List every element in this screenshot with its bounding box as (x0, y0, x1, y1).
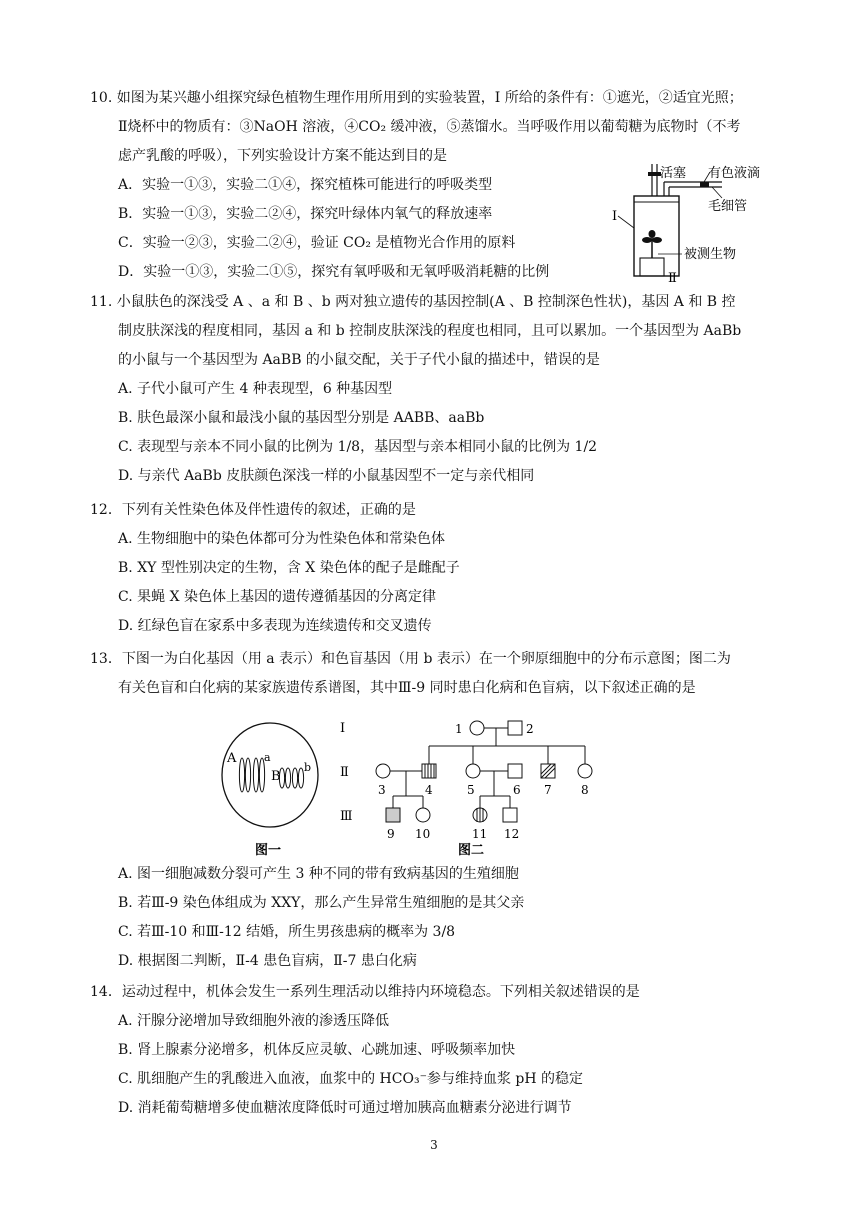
q13-option-a: A. 图一细胞减数分裂可产生 3 种不同的带有致病基因的生殖细胞 (118, 866, 519, 882)
q14-option-b: B. 肾上腺素分泌增多，机体反应灵敏、心跳加速、呼吸频率加快 (118, 1042, 516, 1058)
q11-line-1: 11. 小鼠肤色的深浅受 A 、a 和 B 、b 两对独立遗传的基因控制(A 、B 控制深色性状)，基因 A 和 B 控 (90, 294, 736, 310)
svg-text:a: a (264, 751, 271, 764)
svg-text:b: b (304, 761, 312, 774)
q14-option-c: C. 肌细胞产生的乳酸进入血液，血浆中的 HCO₃⁻参与维持血浆 pH 的稳定 (118, 1071, 584, 1087)
q13-figures (215, 718, 635, 858)
svg-text:12: 12 (504, 827, 520, 841)
svg-text:4: 4 (425, 783, 433, 797)
svg-text:1: 1 (455, 722, 463, 736)
svg-text:8: 8 (581, 783, 589, 797)
q13-option-b: B. 若Ⅲ-9 染色体组成为 XXY，那么产生异常生殖细胞的是其父亲 (118, 895, 525, 911)
q10-line-2: Ⅱ烧杯中的物质有：③NaOH 溶液，④CO₂ 缓冲液，⑤蒸馏水。当呼吸作用以葡萄糖为底物时（不考 (118, 119, 741, 135)
q14-line-1: 14．运动过程中，机体会发生一系列生理活动以维持内环境稳态。下列相关叙述错误的是 (90, 984, 640, 1000)
figure-1-caption: 图一 (255, 843, 282, 858)
q13-option-d: D. 根据图二判断，Ⅱ-4 患色盲病，Ⅱ-7 患白化病 (118, 953, 417, 969)
droplet-icon (700, 182, 709, 187)
question-11 (90, 288, 790, 491)
svg-text:9: 9 (387, 827, 395, 841)
question-13-options (90, 860, 790, 976)
q11-option-a: A. 子代小鼠可产生 4 种表现型，6 种基因型 (118, 381, 393, 397)
q12-option-a: A. 生物细胞中的染色体都可分为性染色体和常染色体 (118, 531, 446, 547)
svg-text:2: 2 (526, 722, 534, 736)
q11-line-3: 的小鼠与一个基因型为 AaBB 的小鼠交配，关于子代小鼠的描述中，错误的是 (118, 352, 600, 368)
svg-text:6: 6 (513, 783, 521, 797)
jar-outline (634, 196, 679, 276)
q14-option-d: D. 消耗葡萄糖增多使血糖浓度降低时可通过增加胰高血糖素分泌进行调节 (118, 1100, 572, 1116)
question-12 (90, 496, 790, 641)
q12-option-c: C. 果蝇 X 染色体上基因的遗传遵循基因的分离定律 (118, 589, 436, 605)
svg-text:3: 3 (378, 783, 386, 797)
gen-label-I: Ⅰ (340, 721, 346, 736)
svg-text:11: 11 (472, 827, 488, 841)
q11-option-b: B. 肤色最深小鼠和最浅小鼠的基因型分别是 AABB、aaBb (118, 410, 485, 426)
q12-line-1: 12．下列有关性染色体及伴性遗传的叙述，正确的是 (90, 502, 416, 518)
q10-option-a: A．实验一①③，实验二①④，探究植株可能进行的呼吸类型 (118, 177, 493, 193)
label-droplet: 有色液滴 (708, 166, 761, 181)
q14-option-a: A. 汗腺分泌增加导致细胞外液的渗透压降低 (118, 1013, 390, 1029)
label-valve: 活塞 (660, 166, 687, 181)
q10-option-c: C．实验一②③，实验二②④，验证 CO₂ 是植物光合作用的原料 (118, 235, 516, 251)
svg-text:10: 10 (415, 827, 431, 841)
figure-2-caption: 图二 (458, 843, 485, 858)
question-14 (90, 978, 790, 1123)
q11-option-d: D. 与亲代 AaBb 皮肤颜色深浅一样的小鼠基因型不一定与亲代相同 (118, 468, 535, 484)
svg-text:7: 7 (544, 783, 552, 797)
q10-line-3: 虑产乳酸的呼吸），下列实验设计方案不能达到目的是 (118, 148, 447, 164)
q13-option-c: C. 若Ⅲ-10 和Ⅲ-12 结婚，所生男孩患病的概率为 3/8 (118, 924, 456, 940)
q11-option-c: C. 表现型与亲本不同小鼠的比例为 1/8，基因型与亲本相同小鼠的比例为 1/2 (118, 439, 598, 455)
leaf-icon (642, 237, 652, 243)
question-13 (90, 645, 790, 703)
label-I: I (612, 209, 618, 224)
svg-text:B: B (271, 769, 281, 784)
label-II: Ⅱ (668, 271, 677, 286)
page-number: 3 (430, 1138, 438, 1152)
q12-option-d: D. 红绿色盲在家系中多表现为连续遗传和交叉遗传 (118, 618, 432, 634)
gen-label-II: Ⅱ (340, 765, 349, 780)
q13-line-1: 13．下图一为白化基因（用 a 表示）和色盲基因（用 b 表示）在一个卵原细胞中的分布示意图；图二为 (90, 651, 731, 667)
gen-label-III: Ⅲ (340, 809, 353, 824)
apparatus-diagram (612, 158, 792, 288)
svg-text:5: 5 (467, 783, 475, 797)
beaker-icon (640, 258, 664, 276)
svg-text:A: A (227, 751, 237, 766)
q10-option-b: B．实验一①③，实验二②④，探究叶绿体内氧气的释放速率 (118, 206, 493, 222)
label-capillary: 毛细管 (708, 199, 748, 214)
q13-line-2: 有关色盲和白化病的某家族遗传系谱图，其中Ⅲ-9 同时患白化病和色盲病，以下叙述正确的是 (118, 680, 696, 696)
q11-line-2: 制皮肤深浅的程度相同，基因 a 和 b 控制皮肤深浅的程度也相同，且可以累加。一个基因型为 AaBb (118, 323, 742, 339)
q10-option-d: D．实验一①③，实验二①⑤，探究有氧呼吸和无氧呼吸消耗糖的比例 (118, 264, 550, 280)
label-organism: 被测生物 (684, 247, 737, 262)
q12-option-b: B. XY 型性别决定的生物，含 X 染色体的配子是雌配子 (118, 560, 460, 576)
figure-1-cell (222, 723, 318, 827)
figure-2-pedigree (340, 721, 592, 841)
q10-line-1: 10. 如图为某兴趣小组探究绿色植物生理作用所用到的实验装置，I 所给的条件有：①遮光，②适宜光照； (90, 90, 743, 106)
